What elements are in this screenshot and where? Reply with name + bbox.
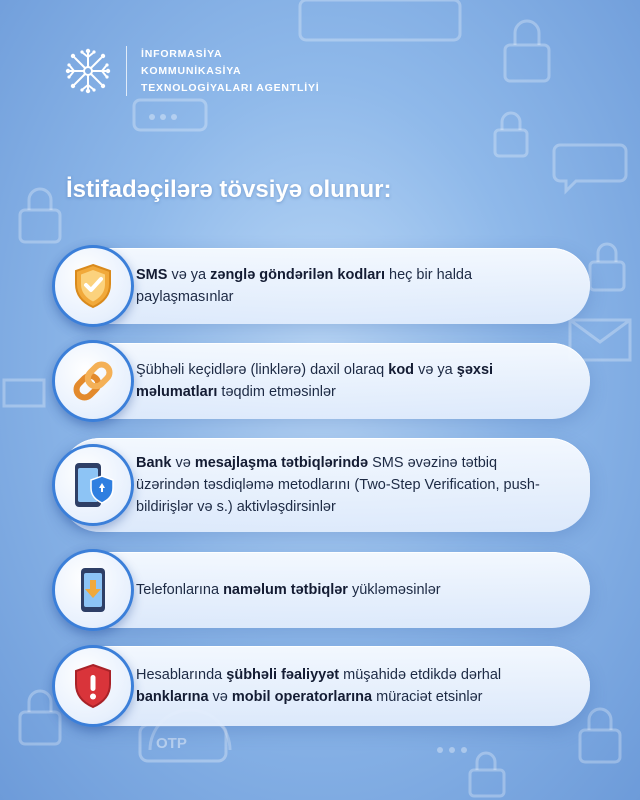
chain-link-icon [52, 340, 134, 422]
tip-card-two-step-verification [60, 438, 590, 532]
tip-text-bold: banklarına [136, 689, 209, 705]
tip-text-bold: naməlum tətbiqlər [223, 582, 348, 598]
tip-text-span: və ya [167, 267, 211, 283]
tip-text-span: yükləməsinlər [347, 582, 441, 598]
tip-text [136, 664, 564, 708]
tip-text-bold: kod [388, 362, 415, 378]
tip-card-suspicious-links [60, 343, 590, 419]
tip-text-span: müraciət etsinlər [372, 689, 483, 705]
agency-name [141, 46, 319, 97]
phone-download-icon [52, 549, 134, 631]
tip-text-bold: şəxsi məlumatları [136, 362, 494, 400]
agency-name-line-2: KOMMUNİKASİYA [141, 64, 242, 77]
phone-shield-icon [52, 444, 134, 526]
bg-otp-text: OTP [156, 735, 187, 752]
tip-text-bold: mobil operatorlarına [231, 689, 373, 705]
tip-text-bold: Bank [136, 455, 172, 471]
tip-card-unknown-apps [60, 552, 590, 628]
logo-divider [126, 46, 127, 96]
tip-text-bold: mesajlaşma tətbiqlərində [194, 455, 369, 471]
tip-text [136, 359, 564, 403]
tip-text-bold: SMS [136, 267, 168, 283]
tip-card-sms-codes [60, 248, 590, 324]
agency-name-line-3: TEXNOLOGİYALARI AGENTLİYİ [141, 81, 320, 94]
warning-shield-icon [52, 645, 134, 727]
tip-text [136, 264, 564, 308]
tip-text [136, 579, 564, 601]
network-logo-icon [62, 45, 114, 97]
tip-text-span: müşahidə etdikdə dərhal [339, 667, 502, 683]
shield-check-icon [52, 245, 134, 327]
tip-text-span: və ya [414, 362, 457, 378]
tip-text-span: təqdim etməsinlər [217, 384, 336, 400]
tip-text-bold: zənglə göndərilən kodları [210, 267, 385, 283]
tip-text-span: Şübhəli keçidlərə (linklərə) daxil olaraq [136, 362, 389, 378]
tip-text-span: SMS əvəzinə tətbiq üzərindən təsdiqləmə metodlarını (Two-Step Verification, push-bildirişlər və s.) aktivləşdirsinlər [136, 455, 540, 515]
tip-text [136, 452, 564, 518]
tip-text-span: Telefonlarına [136, 582, 224, 598]
tip-text-span: və [171, 455, 195, 471]
agency-name-line-1: İNFORMASİYA [141, 47, 223, 60]
tip-text-span: və [208, 689, 232, 705]
page-heading: İstifadəçilərə tövsiyə olunur: [66, 176, 392, 203]
tip-text-bold: şübhəli fəaliyyət [226, 667, 340, 683]
agency-logo [62, 45, 319, 97]
tip-text-span: heç bir halda paylaşmasınlar [136, 267, 473, 305]
tip-card-suspicious-activity [60, 646, 590, 726]
tip-text-span: Hesablarında [136, 667, 227, 683]
